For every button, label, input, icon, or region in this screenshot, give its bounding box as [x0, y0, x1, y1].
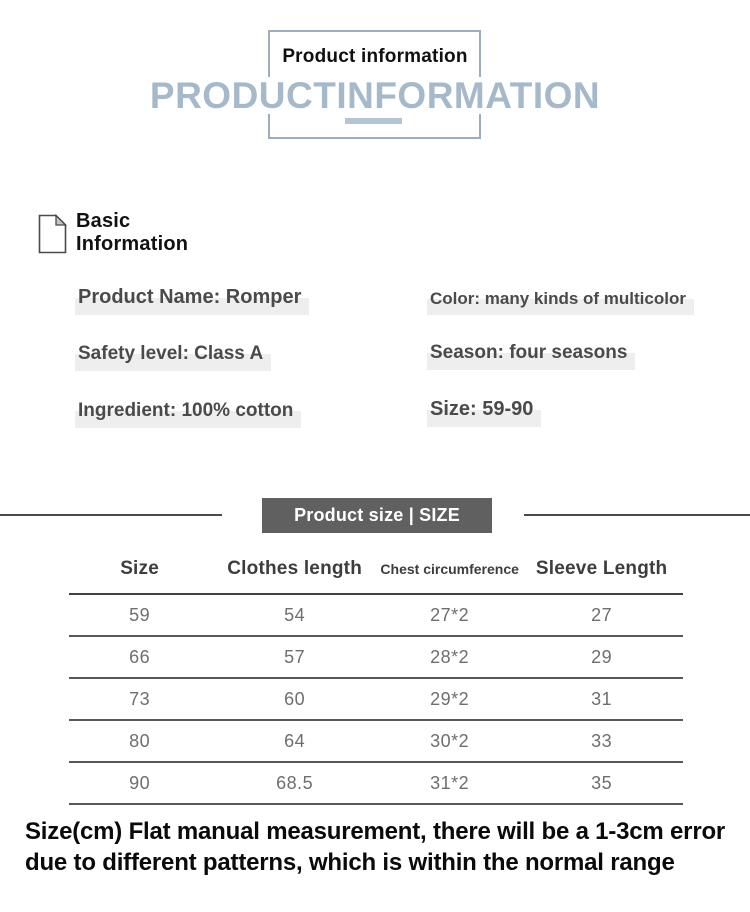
size-table: [69, 549, 683, 805]
col-header-clothes-length: Clothes length: [210, 549, 379, 594]
detail-ingredient: Ingredient: 100% cotton: [78, 400, 294, 421]
cell-sleeve: 29: [520, 636, 683, 678]
table-row: [69, 594, 683, 636]
cell-chest: 30*2: [379, 720, 520, 762]
cell-size: 73: [69, 678, 210, 720]
detail-product-name: Product Name: Romper: [78, 286, 302, 308]
cell-length: 54: [210, 594, 379, 636]
hero-section: [0, 0, 750, 195]
hero-big-title-wrap: [0, 77, 750, 114]
col-header-size: Size: [69, 549, 210, 594]
col-header-chest-circumference: Chest circumference: [379, 549, 520, 594]
cell-sleeve: 33: [520, 720, 683, 762]
disclaimer-line1: Size(cm) Flat manual measurement, there will be a 1-3cm error: [25, 818, 726, 845]
cell-sleeve: 35: [520, 762, 683, 804]
col-header-sleeve-length: Sleeve Length: [520, 549, 683, 594]
table-row: [69, 678, 683, 720]
cell-size: 59: [69, 594, 210, 636]
cell-length: 60: [210, 678, 379, 720]
disclaimer-line2: due to different patterns, which is within the normal range: [25, 848, 675, 876]
cell-chest: 29*2: [379, 678, 520, 720]
detail-safety-level: Safety level: Class A: [78, 343, 264, 364]
measurement-disclaimer: [25, 817, 735, 878]
document-icon: [38, 214, 67, 259]
detail-size: Size: 59-90: [430, 398, 534, 420]
detail-color: Color: many kinds of multicolor: [430, 289, 686, 308]
basic-info-title-line2: Information: [76, 233, 189, 256]
hero-big-title: PRODUCTINFORMATION: [142, 77, 608, 114]
divider-line-right: [524, 514, 750, 516]
divider-line-left: [0, 514, 222, 516]
detail-season: Season: four seasons: [430, 342, 628, 363]
cell-size: 90: [69, 762, 210, 804]
table-row: [69, 720, 683, 762]
basic-info-header: [0, 210, 750, 270]
hero-underline-bar: [345, 118, 402, 124]
cell-sleeve: 27: [520, 594, 683, 636]
cell-length: 57: [210, 636, 379, 678]
cell-length: 64: [210, 720, 379, 762]
cell-chest: 28*2: [379, 636, 520, 678]
basic-info-title-line1: Basic: [76, 210, 131, 232]
size-section-header: Product size | SIZE: [262, 498, 492, 533]
product-details: [0, 282, 750, 442]
size-section-divider: [0, 498, 750, 534]
basic-info-title: [76, 210, 188, 257]
table-row: [69, 762, 683, 804]
cell-chest: 27*2: [379, 594, 520, 636]
cell-length: 68.5: [210, 762, 379, 804]
hero-badge-label: Product information: [282, 46, 468, 67]
size-table-header-row: [69, 549, 683, 594]
cell-chest: 31*2: [379, 762, 520, 804]
table-row: [69, 636, 683, 678]
cell-size: 66: [69, 636, 210, 678]
cell-size: 80: [69, 720, 210, 762]
cell-sleeve: 31: [520, 678, 683, 720]
